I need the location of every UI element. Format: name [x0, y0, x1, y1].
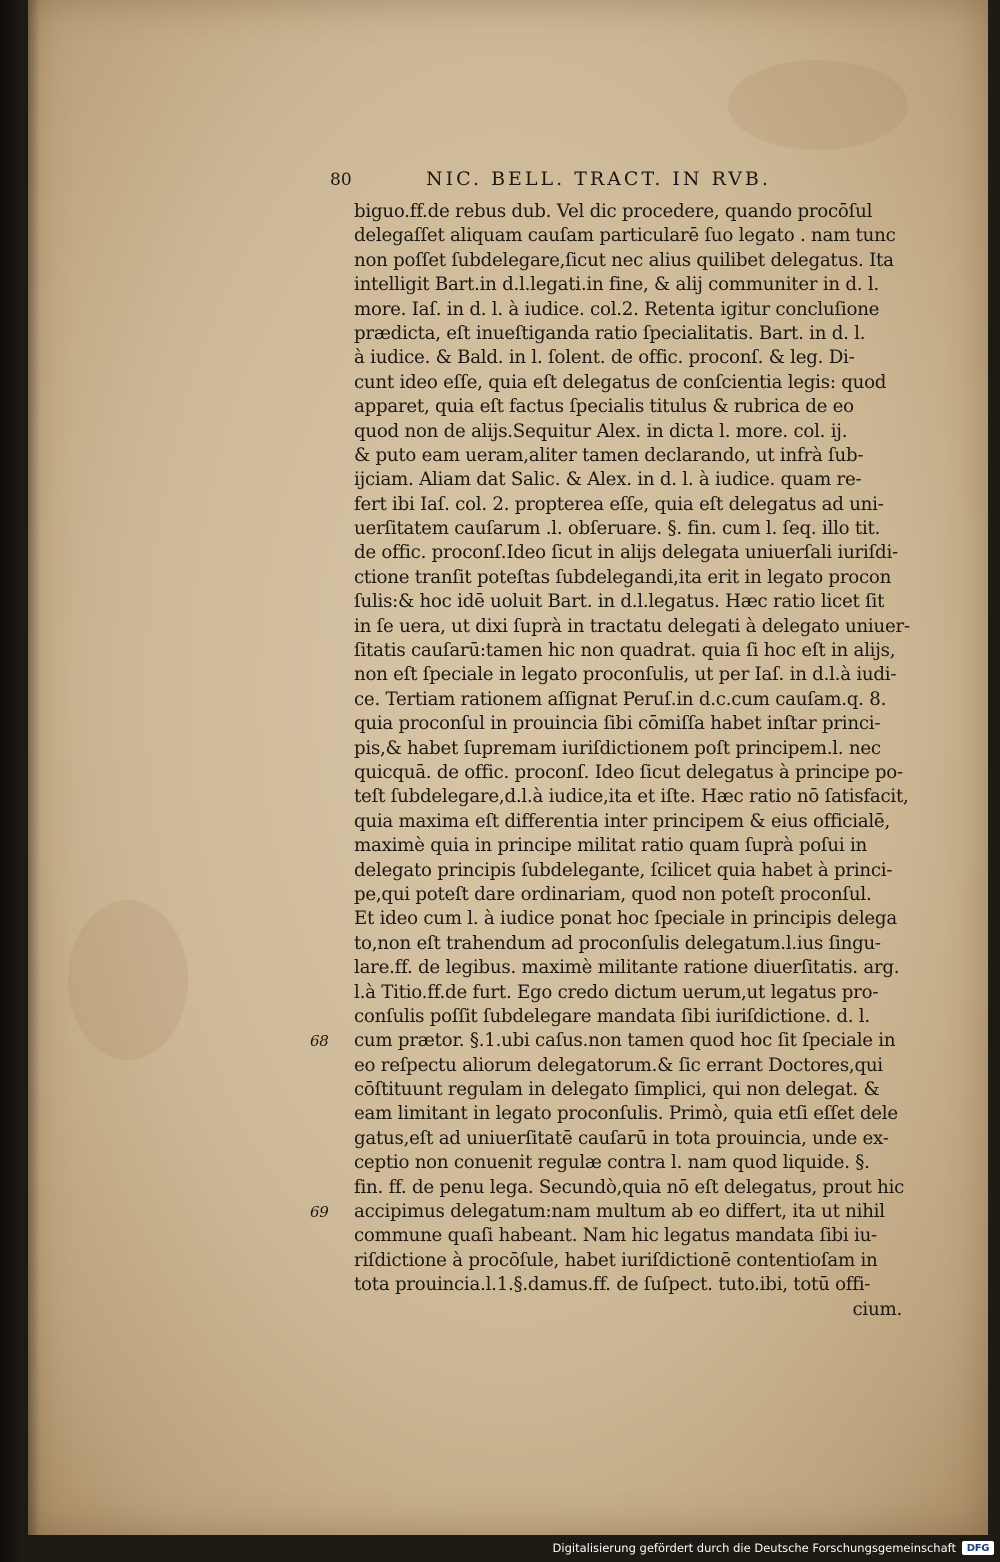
- text-line-content: cum prætor. §.1.ubi caſus.non tamen quod hoc ſit ſpeciale in: [354, 1030, 896, 1052]
- body-text: [310, 200, 910, 1298]
- text-line: [330, 590, 910, 614]
- text-line-content: de offic. proconſ.Ideo ſicut in alijs delegata uniuerſali iuriſdi-: [354, 542, 898, 564]
- text-line-content: to,non eſt trahendum ad proconſulis delegatum.l.ius ſingu-: [354, 932, 881, 954]
- text-line: [330, 1127, 910, 1151]
- text-line: [330, 712, 910, 736]
- dfg-logo: [962, 1541, 994, 1555]
- text-line: [310, 1029, 910, 1053]
- text-line: [330, 907, 910, 931]
- text-line-content: teſt ſubdelegare,d.l.à iudice,ita et iſte. Hæc ratio nō ſatisfacit,: [354, 786, 909, 808]
- text-line: [330, 371, 910, 395]
- text-line-content: cōſtituunt regulam in delegato ſimplici, qui non delegat. &: [354, 1079, 880, 1101]
- text-line-content: lare.ff. de legibus. maximè militante ratione diuerſitatis. arg.: [354, 957, 900, 979]
- paper-stain: [68, 900, 188, 1060]
- dfg-logo-text: DFG: [966, 1542, 990, 1554]
- text-line: [330, 273, 910, 297]
- text-line-content: quia proconſul in prouincia ſibi cōmiſſa habet inſtar princi-: [354, 713, 881, 735]
- text-line-content: non eſt ſpeciale in legato proconſulis, ut per Iaſ. in d.l.à iudi-: [354, 664, 897, 686]
- text-line: [330, 785, 910, 809]
- text-line: [330, 249, 910, 273]
- text-line: [310, 1200, 910, 1224]
- text-line: [330, 1078, 910, 1102]
- text-line: [330, 420, 910, 444]
- text-line-content: delegaſſet aliquam cauſam particularē ſuo legato . nam tunc: [354, 225, 896, 247]
- text-line: [330, 1224, 910, 1248]
- text-line-content: fert ibi Iaſ. col. 2. propterea eſſe, quia eſt delegatus ad uni-: [354, 493, 884, 515]
- text-line: [330, 541, 910, 565]
- text-line: [330, 761, 910, 785]
- text-line-content: delegato principis ſubdelegante, ſcilicet quia habet à princi-: [354, 859, 893, 881]
- text-line-content: quicquā. de offic. proconſ. Ideo ſicut delegatus à principe po-: [354, 761, 903, 783]
- text-line: [330, 810, 910, 834]
- text-line-content: biguo.ff.de rebus dub. Vel dic procedere, quando procōſul: [354, 201, 873, 222]
- text-line-content: more. Iaſ. in d. l. à iudice. col.2. Retenta igitur concluſione: [354, 298, 880, 320]
- text-line: [330, 834, 910, 858]
- text-line-content: riſdictione à procōſule, habet iuriſdictionē contentioſam in: [354, 1249, 878, 1271]
- text-line: [330, 468, 910, 492]
- text-line: [330, 932, 910, 956]
- text-line: [330, 493, 910, 517]
- text-line: [330, 1249, 910, 1273]
- digitization-footer: [553, 1538, 994, 1558]
- folio-number: 80: [330, 170, 352, 190]
- text-line-content: quia maxima eſt differentia inter principem & eius officialē,: [354, 810, 890, 832]
- text-line: [330, 859, 910, 883]
- text-line: [330, 444, 910, 468]
- text-line: [330, 737, 910, 761]
- running-head: [330, 168, 910, 200]
- running-head-title: NIC. BELL. TRACT. IN RVB.: [426, 168, 771, 190]
- text-line-content: gatus,eſt ad uniuerſitatē cauſarū in tota prouincia, unde ex-: [354, 1127, 889, 1149]
- text-line: [330, 395, 910, 419]
- paper-stain: [728, 60, 908, 150]
- text-line-content: intelligit Bart.in d.l.legati.in fine, & alij communiter in d. l.: [354, 274, 879, 296]
- text-line: [330, 883, 910, 907]
- text-line: [330, 1151, 910, 1175]
- text-line-content: ijciam. Aliam dat Salic. & Alex. in d. l. à iudice. quam re-: [354, 469, 862, 491]
- text-line-content: & puto eam ueram,aliter tamen declarando, ut infrà ſub-: [354, 444, 864, 466]
- text-line: [330, 200, 910, 224]
- text-line: [330, 688, 910, 712]
- text-line-content: eam limitant in legato proconſulis. Primò, quia etſi eſſet dele: [354, 1103, 898, 1125]
- text-line: [330, 1054, 910, 1078]
- catchword: cium.: [852, 1298, 902, 1320]
- text-line: [330, 322, 910, 346]
- text-line-content: non poſſet ſubdelegare,ſicut nec alius quilibet delegatus. Ita: [354, 249, 894, 271]
- text-line-content: pis,& habet ſupremam iuriſdictionem poſt principem.l. nec: [354, 737, 881, 759]
- text-line-content: commune quaſi habeant. Nam hic legatus mandata ſibi iu-: [354, 1225, 877, 1247]
- text-line: [330, 1176, 910, 1200]
- binding-shadow: [0, 0, 40, 1562]
- text-line: [330, 981, 910, 1005]
- text-line-content: pe,qui poteſt dare ordinariam, quod non poteſt proconſul.: [354, 883, 872, 905]
- text-line: [330, 346, 910, 370]
- text-line-content: conſulis poſſit ſubdelegare mandata ſibi iuriſdictione. d. l.: [354, 1005, 870, 1027]
- text-line-content: ceptio non conuenit regulæ contra l. nam quod liquide. §.: [354, 1152, 870, 1174]
- text-line-content: quod non de alijs.Sequitur Alex. in dicta l. more. col. ij.: [354, 420, 848, 442]
- printed-text-block: [310, 168, 910, 1322]
- marginal-note-number: 68: [310, 1032, 329, 1051]
- text-line-content: prædicta, eſt inueſtiganda ratio ſpecialitatis. Bart. in d. l.: [354, 322, 866, 344]
- text-line: [330, 1273, 910, 1297]
- text-line: [330, 956, 910, 980]
- text-line: [330, 1102, 910, 1126]
- text-line-content: fin. ff. de penu lega. Secundò,quia nō eſt delegatus, prout hic: [354, 1176, 905, 1198]
- text-line-content: ſitatis cauſarū:tamen hic non quadrat. quia ſi hoc eſt in alijs,: [354, 640, 896, 662]
- text-line-content: uerſitatem cauſarum .l. obſeruare. §. fin. cum l. ſeq. illo tit.: [354, 518, 881, 540]
- text-line-content: ctione tranſit poteſtas ſubdelegandi,ita erit in legato procon: [354, 566, 892, 588]
- marginal-note-number: 69: [310, 1203, 329, 1222]
- text-line-content: accipimus delegatum:nam multum ab eo differt, ita ut nihil: [354, 1201, 885, 1223]
- text-line: [330, 298, 910, 322]
- text-line-content: tota prouincia.l.1.§.damus.ff. de ſuſpect. tuto.ibi, totū offi-: [354, 1274, 871, 1296]
- text-line-content: l.à Titio.ff.de furt. Ego credo dictum uerum,ut legatus pro-: [354, 981, 879, 1003]
- text-line-content: Et ideo cum l. à iudice ponat hoc ſpeciale in principis delega: [354, 908, 897, 930]
- text-line: [330, 639, 910, 663]
- text-line-content: in ſe uera, ut dixi ſuprà in tractatu delegati à delegato uniuer-: [354, 615, 910, 637]
- text-line: [330, 663, 910, 687]
- text-line: [330, 615, 910, 639]
- text-line: [330, 517, 910, 541]
- text-line: [330, 224, 910, 248]
- text-line-content: ce. Tertiam rationem aſſignat Peruſ.in d.c.cum cauſam.q. 8.: [354, 688, 887, 710]
- text-line-content: apparet, quia eſt factus ſpecialis titulus & rubrica de eo: [354, 396, 854, 418]
- text-line-content: maximè quia in principe militat ratio quam ſuprà poſui in: [354, 835, 868, 857]
- text-line-content: à iudice. & Bald. in l. ſolent. de offic. proconſ. & leg. Di-: [354, 347, 855, 369]
- text-line-content: eo reſpectu aliorum delegatorum.& ſic errant Doctores,qui: [354, 1054, 883, 1076]
- text-line-content: ſulis:& hoc idē uoluit Bart. in d.l.legatus. Hæc ratio licet ſit: [354, 591, 885, 613]
- text-line-content: cunt ideo eſſe, quia eſt delegatus de conſcientia legis: quod: [354, 371, 887, 393]
- text-line: [330, 1005, 910, 1029]
- text-line: [330, 566, 910, 590]
- funding-credit: Digitalisierung gefördert durch die Deutsche Forschungsgemeinschaft: [552, 1541, 956, 1555]
